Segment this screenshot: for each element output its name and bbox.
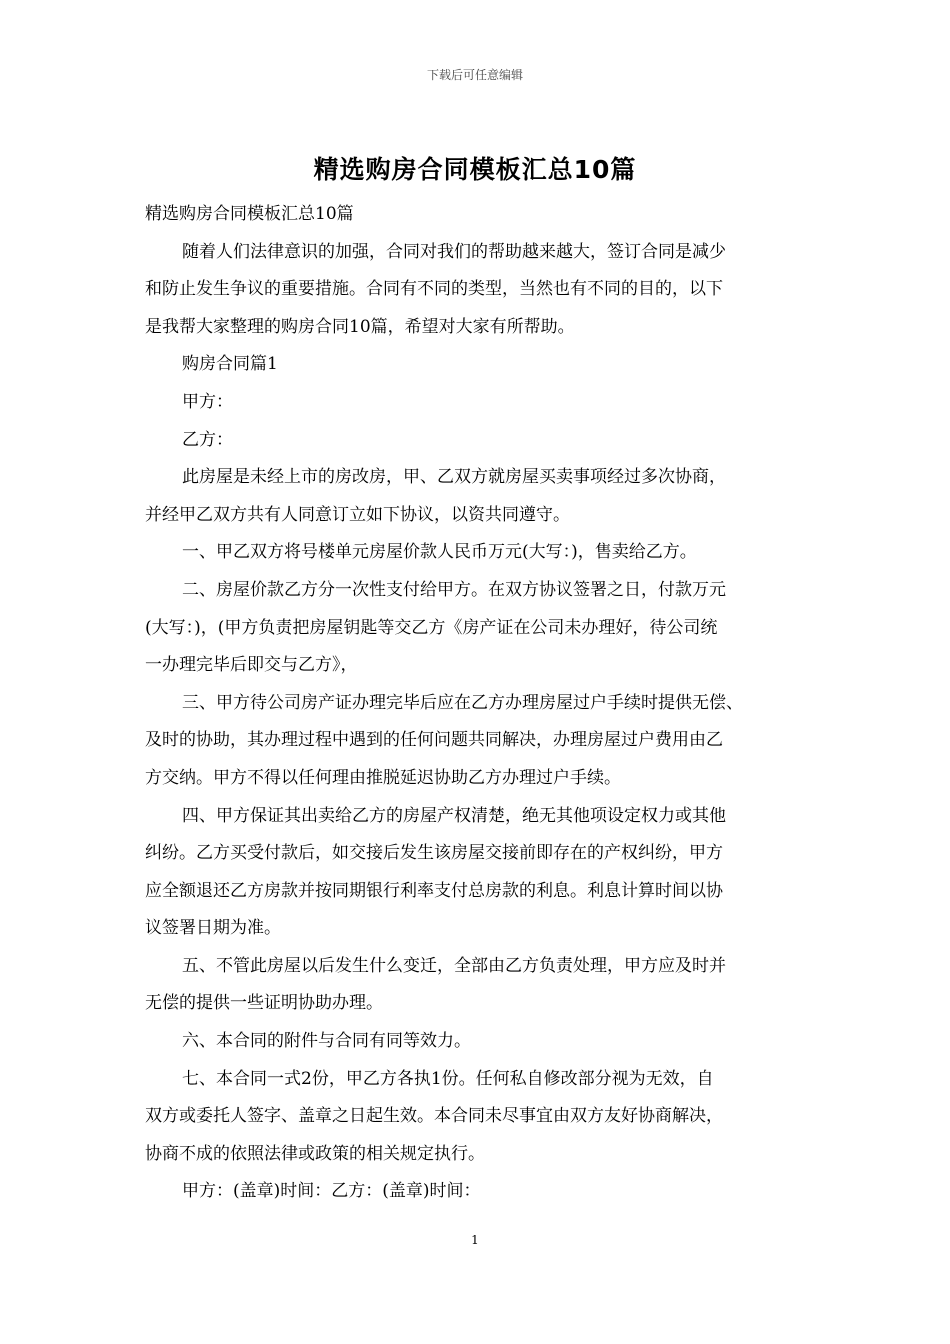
document-body bbox=[145, 196, 807, 1211]
page-header: 下载后可任意编辑 bbox=[426, 68, 523, 82]
party-b-line: 乙方： bbox=[182, 429, 233, 450]
subtitle-line: 精选购房合同模板汇总10篇 bbox=[145, 204, 354, 224]
clause-line: 三、甲方待公司房产证办理完毕后应在乙方办理房屋过户手续时提供无偿、 bbox=[182, 692, 743, 713]
clause-line: 二、房屋价款乙方分一次性支付给甲方。在双方协议签署之日，付款万元 bbox=[182, 579, 726, 600]
clause-line: 一办理完毕后即交与乙方》， bbox=[145, 655, 358, 676]
clause-line: 应全额退还乙方房款并按同期银行利率支付总房款的利息。利息计算时间以协 bbox=[145, 880, 723, 901]
clause-line: 及时的协助，其办理过程中遇到的任何问题共同解决，办理房屋过户费用由乙 bbox=[145, 730, 723, 751]
document-title: 精选购房合同模板汇总10篇 bbox=[313, 155, 637, 184]
paragraph-line: 和防止发生争议的重要措施。合同有不同的类型，当然也有不同的目的，以下 bbox=[145, 279, 723, 300]
section-heading: 购房合同篇1 bbox=[182, 354, 278, 375]
paragraph-line: 是我帮大家整理的购房合同10篇，希望对大家有所帮助。 bbox=[145, 316, 575, 337]
clause-line: (大写：)，(甲方负责把房屋钥匙等交乙方《房产证在公司未办理好，待公司统 bbox=[145, 617, 718, 638]
party-a-line: 甲方： bbox=[182, 391, 233, 412]
clause-line: 四、甲方保证其出卖给乙方的房屋产权清楚，绝无其他项设定权力或其他 bbox=[182, 805, 726, 826]
clause-line: 纠纷。乙方买受付款后，如交接后发生该房屋交接前即存在的产权纠纷，甲方 bbox=[145, 843, 723, 864]
clause-line: 议签署日期为准。 bbox=[145, 918, 281, 939]
clause-line: 一、甲乙双方将号楼单元房屋价款人民币万元(大写：)，售卖给乙方。 bbox=[182, 542, 697, 563]
paragraph-line: 随着人们法律意识的加强，合同对我们的帮助越来越大，签订合同是减少 bbox=[182, 241, 726, 262]
clause-line: 六、本合同的附件与合同有同等效力。 bbox=[182, 1031, 471, 1052]
paragraph-line: 并经甲乙双方共有人同意订立如下协议，以资共同遵守。 bbox=[145, 504, 570, 525]
page-number: 1 bbox=[471, 1233, 479, 1247]
signature-line: 甲方：(盖章)时间：乙方：(盖章)时间： bbox=[182, 1181, 481, 1202]
clause-line: 五、不管此房屋以后发生什么变迁，全部由乙方负责处理，甲方应及时并 bbox=[182, 955, 726, 976]
clause-line: 方交纳。甲方不得以任何理由推脱延迟协助乙方办理过户手续。 bbox=[145, 767, 621, 788]
clause-line: 七、本合同一式2份，甲乙方各执1份。任何私自修改部分视为无效，自 bbox=[182, 1068, 714, 1089]
clause-line: 双方或委托人签字、盖章之日起生效。本合同未尽事宜由双方友好协商解决， bbox=[145, 1106, 723, 1127]
clause-line: 无偿的提供一些证明协助办理。 bbox=[145, 993, 383, 1014]
clause-line: 协商不成的依照法律或政策的相关规定执行。 bbox=[145, 1143, 485, 1164]
paragraph-line: 此房屋是未经上市的房改房，甲、乙双方就房屋买卖事项经过多次协商， bbox=[182, 467, 726, 488]
